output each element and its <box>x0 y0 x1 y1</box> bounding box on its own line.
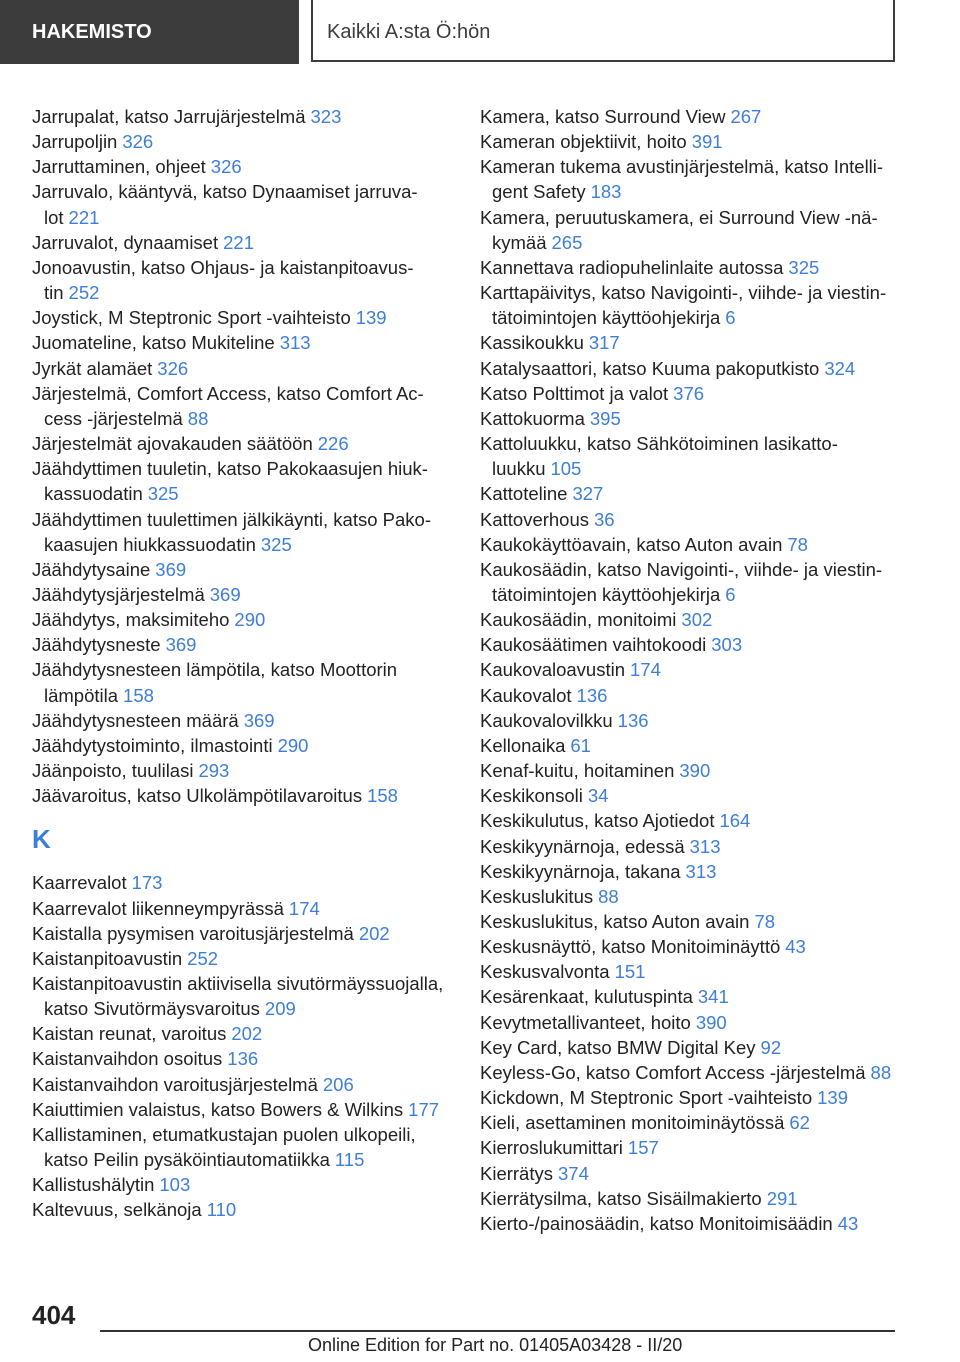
page-reference-link[interactable]: 206 <box>322 1073 354 1095</box>
entry-term: Kevytmetallivanteet, hoito <box>480 1011 691 1033</box>
page-reference-link[interactable]: 265 <box>551 231 583 253</box>
page-reference-link[interactable]: 369 <box>209 583 241 605</box>
page-reference-link[interactable]: 110 <box>206 1199 237 1221</box>
page-reference-link[interactable]: 173 <box>131 872 163 894</box>
page-reference-link[interactable]: 390 <box>679 760 711 782</box>
index-entry <box>480 657 898 682</box>
page-reference-link[interactable]: 34 <box>587 785 609 807</box>
page-reference-link[interactable]: 158 <box>123 684 154 706</box>
entry-term: Key Card, katso BMW Digital Key <box>480 1036 756 1058</box>
page-reference-link[interactable]: 327 <box>572 483 604 505</box>
index-entry <box>480 431 898 481</box>
entry-term: Jäähdytysaine <box>32 558 151 580</box>
index-entry <box>32 330 447 355</box>
entry-term: Kaltevuus, selkänoja <box>32 1199 202 1221</box>
index-entry <box>32 582 447 607</box>
index-entry <box>480 1161 898 1186</box>
index-entry <box>32 896 447 921</box>
entry-term: Kickdown, M Steptronic Sport -vaihteisto <box>480 1087 813 1109</box>
entry-term: Kierroslukumittari <box>480 1137 623 1159</box>
page-reference-link[interactable]: 183 <box>590 181 622 203</box>
entry-term: Jonoavustin, katso Ohjaus- ja kaistanpitoavustin <box>32 256 414 304</box>
index-entry <box>480 808 898 833</box>
index-entry <box>32 1172 447 1197</box>
index-entry <box>32 1197 447 1222</box>
index-entry <box>480 381 898 406</box>
entry-term: Kameran tukema avustinjärjestelmä, katso Intelligent Safety <box>480 156 884 203</box>
index-entry <box>480 708 898 733</box>
index-entry <box>480 1085 898 1110</box>
entry-term: Jäähdyttimen tuuletin, katso Pakokaasujen hiukkassuodatin <box>32 458 428 505</box>
index-entry <box>32 632 447 657</box>
entry-term: Kattokuorma <box>480 407 585 429</box>
entry-term: Kattoteline <box>480 483 568 505</box>
index-entry <box>480 1135 898 1160</box>
entry-term: Keskuslukitus <box>480 885 594 907</box>
index-entry <box>32 1021 447 1046</box>
entry-term: Keskikyynärnoja, edessä <box>480 835 685 857</box>
index-entry <box>480 1035 898 1060</box>
page-reference-link[interactable]: 252 <box>68 282 100 304</box>
index-entry <box>480 1110 898 1135</box>
entry-term: Jäähdytysnesteen lämpötila, katso Moottorin lämpötila <box>32 659 398 706</box>
page-reference-link[interactable]: 174 <box>288 897 320 919</box>
page-reference-link[interactable]: 115 <box>334 1149 365 1171</box>
index-entry <box>480 330 898 355</box>
page-title[interactable]: Kaikki A:sta Ö:hön <box>311 0 895 62</box>
page-reference-link[interactable]: 221 <box>223 231 254 253</box>
entry-term: Jäähdytysnesteen määrä <box>32 709 239 731</box>
entry-term: Kaistanvaihdon osoitus <box>32 1048 223 1070</box>
index-entry <box>480 984 898 1009</box>
index-entry <box>32 708 447 733</box>
index-entry <box>480 1211 898 1236</box>
entry-term: Jäähdytys, maksimiteho <box>32 609 230 631</box>
index-entry <box>480 532 898 557</box>
index-entry <box>32 733 447 758</box>
index-entry <box>480 104 898 129</box>
entry-term: Joystick, M Steptronic Sport -vaihteisto <box>32 307 351 329</box>
page-reference-link[interactable]: 151 <box>614 961 646 983</box>
entry-term: Jarruttaminen, ohjeet <box>32 156 206 178</box>
entry-term: Jäähdyttimen tuulettimen jälkikäynti, katso Pakokaasujen hiukkassuodatin <box>32 508 431 555</box>
index-entries-k <box>32 870 447 1222</box>
index-entry <box>480 356 898 381</box>
entry-term: Jarruvalo, kääntyvä, katso Dynaamiset jarruvalot <box>32 181 418 228</box>
index-entry <box>480 507 898 532</box>
page-reference-link[interactable]: 341 <box>697 986 729 1008</box>
page-reference-link[interactable]: 313 <box>689 835 721 857</box>
entry-term: Juomateline, katso Mukiteline <box>32 332 275 354</box>
index-entry <box>32 255 447 305</box>
page-reference-link[interactable]: 395 <box>589 407 621 429</box>
page-reference-link[interactable]: 221 <box>68 206 100 228</box>
entry-term: Jarrupoljin <box>32 131 118 153</box>
entry-term: Kaukosäädin, katso Navigointi-, viihde- ja viestintätoimintojen käyttöohjekirja <box>480 558 883 605</box>
entry-term: Kamera, peruutuskamera, ei Surround View -näkymää <box>480 206 878 253</box>
index-column-right <box>480 104 898 1236</box>
page-reference-link[interactable]: 302 <box>681 609 713 631</box>
page-reference-link[interactable]: 88 <box>187 407 209 429</box>
page-reference-link[interactable]: 88 <box>870 1061 892 1083</box>
index-entry <box>32 356 447 381</box>
page-reference-link[interactable]: 313 <box>685 860 717 882</box>
page-reference-link[interactable]: 303 <box>711 634 743 656</box>
entry-term: Keskikyynärnoja, takana <box>480 860 681 882</box>
index-entry <box>480 1010 898 1035</box>
page-reference-link[interactable]: 78 <box>787 533 808 555</box>
page-reference-link[interactable]: 174 <box>630 659 661 681</box>
entry-term: Keskikulutus, katso Ajotiedot <box>480 810 715 832</box>
index-entry <box>480 934 898 959</box>
index-entry <box>32 971 447 1021</box>
page-reference-link[interactable]: 293 <box>198 760 230 782</box>
index-entry <box>32 305 447 330</box>
entry-term: Kallistaminen, etumatkustajan puolen ulkopeili, katso Peilin pysäköintiautomatiikka <box>32 1123 416 1171</box>
entry-term: Kattoluukku, katso Sähkötoiminen lasikattoluukku <box>480 433 838 480</box>
index-entry <box>32 431 447 456</box>
index-entry <box>32 657 447 707</box>
page-reference-link[interactable]: 103 <box>159 1174 191 1196</box>
section-letter-k: K <box>32 824 51 855</box>
page-reference-link[interactable]: 391 <box>691 131 723 153</box>
page-reference-link[interactable]: 62 <box>789 1112 810 1134</box>
entry-term: Kaistalla pysymisen varoitusjärjestelmä <box>32 922 354 944</box>
index-entry <box>480 280 898 330</box>
entry-term: Kattoverhous <box>480 508 590 530</box>
entry-term: Kaistanpitoavustin <box>32 947 183 969</box>
page-reference-link[interactable]: 36 <box>594 508 615 530</box>
index-entry <box>480 255 898 280</box>
page-reference-link[interactable]: 324 <box>824 357 856 379</box>
index-entry <box>480 481 898 506</box>
index-entry <box>480 1186 898 1211</box>
page-reference-link[interactable]: 290 <box>277 734 309 756</box>
page-reference-link[interactable]: 139 <box>817 1087 848 1109</box>
entry-term: Kieli, asettaminen monitoiminäytössä <box>480 1112 785 1134</box>
index-column-left <box>32 104 447 1223</box>
entry-term: Kaukovaloavustin <box>480 659 626 681</box>
entry-term: Kierrätys <box>480 1162 553 1184</box>
page-reference-link[interactable]: 209 <box>264 998 296 1020</box>
page-reference-link[interactable]: 88 <box>598 885 619 907</box>
entry-term: Jäävaroitus, katso Ulkolämpötilavaroitus <box>32 785 363 807</box>
index-entry <box>32 129 447 154</box>
page-reference-link[interactable]: 313 <box>279 332 311 354</box>
page-reference-link[interactable]: 325 <box>788 256 820 278</box>
page-reference-link[interactable]: 369 <box>243 709 275 731</box>
index-entry <box>480 205 898 255</box>
entry-term: Kellonaika <box>480 734 566 756</box>
index-entry <box>32 1046 447 1071</box>
entry-term: Keskusnäyttö, katso Monitoiminäyttö <box>480 936 781 958</box>
page-reference-link[interactable]: 323 <box>310 106 342 127</box>
index-entry <box>32 456 447 506</box>
index-entry <box>480 129 898 154</box>
page-reference-link[interactable]: 326 <box>122 131 154 153</box>
page-reference-link[interactable]: 136 <box>617 709 649 731</box>
page-reference-link[interactable]: 157 <box>627 1137 659 1159</box>
index-entry <box>32 1072 447 1097</box>
entry-term: Keyless-Go, katso Comfort Access -järjestelmä <box>480 1061 866 1083</box>
entry-term: Keskikonsoli <box>480 785 583 807</box>
page-reference-link[interactable]: 164 <box>719 810 751 832</box>
index-entry <box>32 507 447 557</box>
index-entry <box>480 607 898 632</box>
page-reference-link[interactable]: 252 <box>187 947 219 969</box>
index-entry <box>480 632 898 657</box>
entry-term: Kaistanvaihdon varoitusjärjestelmä <box>32 1073 318 1095</box>
entry-term: Kaukovalovilkku <box>480 709 613 731</box>
section-tab[interactable]: HAKEMISTO <box>0 0 299 64</box>
page-reference-link[interactable]: 92 <box>760 1036 782 1058</box>
index-entry <box>480 783 898 808</box>
index-entry <box>32 381 447 431</box>
index-entries-j <box>32 104 447 808</box>
page-reference-link[interactable]: 202 <box>231 1023 263 1045</box>
index-entry <box>480 557 898 607</box>
entry-term: Jarruvalot, dynaamiset <box>32 231 219 253</box>
page-reference-link[interactable]: 226 <box>317 433 349 455</box>
index-entry <box>480 959 898 984</box>
page-header <box>0 0 960 66</box>
entry-term: Katalysaattori, katso Kuuma pakoputkisto <box>480 357 820 379</box>
index-entry <box>32 154 447 179</box>
index-entry <box>480 758 898 783</box>
index-entry <box>32 607 447 632</box>
entry-term: Kallistushälytin <box>32 1174 155 1196</box>
index-entry <box>480 909 898 934</box>
page-reference-link[interactable]: 136 <box>576 684 608 706</box>
page-reference-link[interactable]: 390 <box>695 1011 727 1033</box>
entry-term: Järjestelmät ajovakauden säätöön <box>32 433 313 455</box>
page-reference-link[interactable]: 136 <box>227 1048 259 1070</box>
index-entry <box>480 683 898 708</box>
entry-term: Kaukokäyttöavain, katso Auton avain <box>480 533 783 555</box>
entry-term: Kaarrevalot <box>32 872 127 894</box>
page-reference-link[interactable]: 158 <box>367 785 398 807</box>
entry-term: Katso Polttimot ja valot <box>480 382 669 404</box>
index-entry <box>32 870 447 895</box>
index-entries-right <box>480 104 898 1236</box>
entry-term: Kannettava radiopuhelinlaite autossa <box>480 256 784 278</box>
entry-term: Jäähdytysneste <box>32 634 161 656</box>
index-entry <box>480 884 898 909</box>
entry-term: Kassikoukku <box>480 332 584 354</box>
index-entry <box>480 859 898 884</box>
index-entry <box>480 834 898 859</box>
entry-term: Järjestelmä, Comfort Access, katso Comfort Access -järjestelmä <box>32 382 424 429</box>
entry-term: Kaukovalot <box>480 684 572 706</box>
page-reference-link[interactable]: 290 <box>234 609 266 631</box>
page-reference-link[interactable]: 376 <box>673 382 705 404</box>
page-number: 404 <box>32 1300 76 1330</box>
entry-term: Kaiuttimien valaistus, katso Bowers & Wilkins <box>32 1098 404 1120</box>
entry-term: Jäänpoisto, tuulilasi <box>32 760 194 782</box>
page-reference-link[interactable]: 325 <box>260 533 292 555</box>
index-entry <box>32 104 447 129</box>
entry-term: Jarrupalat, katso Jarrujärjestelmä <box>32 106 306 127</box>
index-entry <box>32 230 447 255</box>
index-entry <box>32 783 447 808</box>
page-reference-link[interactable]: 43 <box>785 936 806 958</box>
page-reference-link[interactable]: 267 <box>730 106 762 127</box>
entry-term: Kaarrevalot liikenneympyrässä <box>32 897 284 919</box>
entry-term: Kaistan reunat, varoitus <box>32 1023 227 1045</box>
page-reference-link[interactable]: 369 <box>155 558 187 580</box>
page-reference-link[interactable]: 43 <box>837 1212 859 1234</box>
page-reference-link[interactable]: 105 <box>550 458 582 480</box>
page-reference-link[interactable]: 326 <box>210 156 242 178</box>
entry-term: Kenaf-kuitu, hoitaminen <box>480 760 675 782</box>
index-entry <box>32 557 447 582</box>
edition-text: Online Edition for Part no. 01405A03428 - II/20 <box>308 1335 683 1355</box>
page-reference-link[interactable]: 202 <box>358 922 390 944</box>
entry-term: Kaukosäädin, monitoimi <box>480 609 677 631</box>
page-reference-link[interactable]: 326 <box>157 357 189 379</box>
footer-divider <box>100 1330 895 1332</box>
page-reference-link[interactable]: 317 <box>588 332 620 354</box>
index-entry <box>32 946 447 971</box>
page-reference-link[interactable]: 291 <box>766 1187 798 1209</box>
entry-term: Kaukosäätimen vaihtokoodi <box>480 634 707 656</box>
entry-term: Jyrkät alamäet <box>32 357 153 379</box>
index-entry <box>32 1097 447 1122</box>
page-reference-link[interactable]: 78 <box>754 911 776 932</box>
index-entry <box>32 921 447 946</box>
page-reference-link[interactable]: 6 <box>725 583 736 605</box>
index-entry <box>480 733 898 758</box>
page-reference-link[interactable]: 139 <box>355 307 387 329</box>
entry-term: Kesärenkaat, kulutuspinta <box>480 986 693 1008</box>
index-entry <box>480 154 898 204</box>
index-entry <box>32 179 447 229</box>
entry-term: Jäähdytysjärjestelmä <box>32 583 205 605</box>
page-reference-link[interactable]: 374 <box>558 1162 589 1184</box>
entry-term: Kamera, katso Surround View <box>480 106 726 127</box>
page-reference-link[interactable]: 325 <box>147 483 179 505</box>
index-entry <box>32 758 447 783</box>
index-entry <box>480 1060 898 1085</box>
entry-term: Jäähdytystoiminto, ilmastointi <box>32 734 273 756</box>
entry-term: Keskuslukitus, katso Auton avain <box>480 911 750 932</box>
entry-term: Keskusvalvonta <box>480 961 610 983</box>
index-entry <box>480 406 898 431</box>
entry-term: Kaistanpitoavustin aktiivisella sivutörmäyssuojalla, katso Sivutörmäysvaroitus <box>32 973 444 1020</box>
entry-term: Karttapäivitys, katso Navigointi-, viihde- ja viestintätoimintojen käyttöohjekirja <box>480 282 887 329</box>
page-reference-link[interactable]: 61 <box>570 734 591 756</box>
page-reference-link[interactable]: 6 <box>725 307 736 329</box>
page-reference-link[interactable]: 369 <box>165 634 197 656</box>
page-reference-link[interactable]: 177 <box>408 1098 440 1120</box>
index-entry <box>32 1122 447 1172</box>
entry-term: Kierrätysilma, katso Sisäilmakierto <box>480 1187 762 1209</box>
entry-term: Kierto-/painosäädin, katso Monitoimisäädin <box>480 1212 833 1234</box>
entry-term: Kameran objektiivit, hoito <box>480 131 687 153</box>
